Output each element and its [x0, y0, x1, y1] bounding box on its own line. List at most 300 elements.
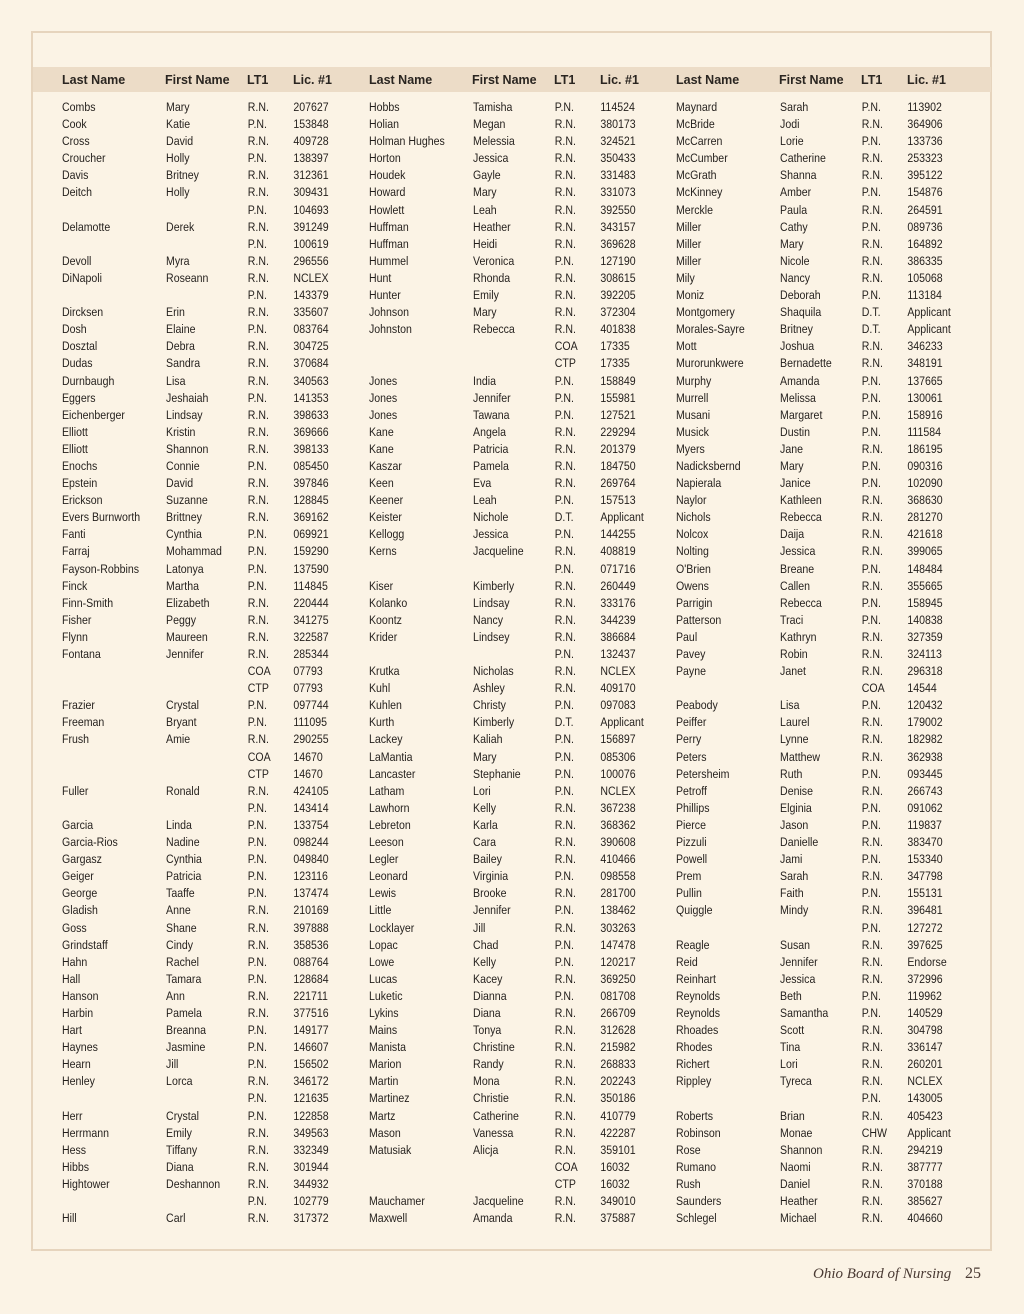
last-name-cell: Jones — [369, 390, 398, 405]
license-type-cell: R.N. — [247, 510, 269, 525]
last-name-cell: Hall — [62, 971, 81, 986]
license-type-cell: R.N. — [554, 117, 576, 132]
table-row — [676, 1005, 968, 1022]
table-row — [676, 680, 968, 697]
license-number-cell: 158849 — [600, 373, 636, 388]
license-number-cell: 341275 — [293, 612, 329, 627]
license-type-cell: R.N. — [247, 134, 269, 149]
license-number-cell: 405423 — [907, 1108, 943, 1123]
license-type-cell: R.N. — [554, 971, 576, 986]
license-number-cell: 369628 — [600, 236, 636, 251]
last-name-cell: Maynard — [676, 100, 718, 114]
last-name-cell: Perry — [676, 732, 702, 747]
table-row — [62, 714, 354, 731]
table-row — [369, 1108, 661, 1125]
table-row — [62, 116, 354, 133]
last-name-cell: McBride — [676, 117, 715, 132]
last-name-cell: Mott — [676, 339, 697, 354]
first-name-cell: Elizabeth — [166, 595, 210, 610]
last-name-cell: Moniz — [676, 288, 705, 303]
license-type-cell: P.N. — [247, 852, 267, 867]
table-row — [676, 902, 968, 919]
license-type-cell: R.N. — [554, 1125, 576, 1140]
first-name-cell: Tonya — [473, 1023, 502, 1038]
first-name-cell: Cathy — [780, 219, 808, 234]
last-name-cell: Huffman — [369, 219, 409, 234]
last-name-cell: Lucas — [369, 971, 398, 986]
license-type-cell: P.N. — [861, 698, 881, 713]
license-type-cell: R.N. — [247, 1211, 269, 1226]
license-type-cell: R.N. — [247, 903, 269, 918]
table-row — [369, 1039, 661, 1056]
first-name-cell: Crystal — [166, 698, 199, 713]
license-number-cell: 119962 — [907, 988, 942, 1003]
license-number-cell: 085450 — [293, 458, 329, 473]
first-name-cell: Ashley — [473, 681, 505, 696]
table-row — [62, 236, 354, 253]
license-type-cell: P.N. — [861, 1091, 881, 1106]
license-number-cell: 14670 — [293, 749, 323, 764]
first-name-cell: Jessica — [473, 527, 509, 542]
license-type-cell: CTP — [554, 356, 576, 371]
license-number-cell: 296556 — [293, 253, 329, 268]
last-name-cell: Garcia — [62, 817, 94, 832]
license-number-cell: 422287 — [600, 1125, 636, 1140]
license-number-cell: 156502 — [293, 1057, 329, 1072]
last-name-cell: Reynolds — [676, 1005, 721, 1020]
first-name-cell: Mary — [780, 458, 804, 473]
first-name-cell: Patricia — [166, 869, 202, 884]
license-type-cell: D.T. — [861, 322, 881, 337]
license-type-cell: P.N. — [247, 202, 267, 217]
last-name-cell: Jones — [369, 407, 398, 422]
license-type-cell: R.N. — [554, 817, 576, 832]
license-type-cell: COA — [554, 339, 578, 354]
license-number-cell: 07793 — [293, 681, 323, 696]
license-type-cell: P.N. — [861, 407, 881, 422]
license-number-cell: 253323 — [907, 151, 943, 166]
license-type-cell: CTP — [247, 766, 269, 781]
last-name-cell: Jones — [369, 373, 398, 388]
license-type-cell: P.N. — [247, 544, 267, 559]
license-type-cell: R.N. — [861, 647, 883, 661]
table-row — [369, 629, 661, 646]
table-row — [369, 612, 661, 629]
table-row — [369, 783, 661, 800]
license-number-cell: 143379 — [293, 288, 329, 303]
last-name-cell: Marion — [369, 1057, 402, 1072]
license-number-cell: 14544 — [907, 681, 937, 696]
first-name-cell: Christie — [473, 1091, 509, 1106]
last-name-cell: Davis — [62, 168, 89, 183]
first-name-cell: Kimberly — [473, 715, 515, 730]
last-name-cell: Garcia-Rios — [62, 835, 118, 850]
license-type-cell: P.N. — [247, 288, 267, 303]
license-number-cell: 304798 — [907, 1023, 943, 1038]
first-name-cell: Sarah — [780, 869, 809, 884]
license-type-cell: R.N. — [247, 937, 269, 952]
table-row — [62, 1073, 354, 1090]
license-number-cell: 144255 — [600, 527, 636, 542]
table-row — [62, 492, 354, 509]
license-type-cell: P.N. — [247, 236, 267, 251]
license-type-cell: P.N. — [861, 373, 881, 388]
last-name-cell: Owens — [676, 578, 709, 593]
first-name-cell: Lynne — [780, 732, 809, 747]
column-header-lic-1: Lic. #1 — [907, 73, 946, 87]
license-number-cell: 17335 — [600, 339, 630, 354]
license-number-cell: 111584 — [907, 424, 942, 439]
license-type-cell: R.N. — [861, 835, 883, 850]
table-row — [62, 99, 354, 116]
table-row — [369, 116, 661, 133]
first-name-cell: Naomi — [780, 1159, 811, 1174]
license-number-cell: 392550 — [600, 202, 636, 217]
table-row — [369, 1176, 661, 1193]
license-type-cell: P.N. — [861, 886, 881, 901]
license-number-cell: 296318 — [907, 664, 943, 679]
table-row — [62, 270, 354, 287]
last-name-cell: Mily — [676, 270, 695, 285]
license-column-group-2 — [369, 99, 661, 1227]
last-name-cell: Murphy — [676, 373, 712, 388]
license-type-cell: R.N. — [554, 288, 576, 303]
license-type-cell: P.N. — [554, 390, 574, 405]
license-number-cell: 147478 — [600, 937, 636, 952]
first-name-cell: Susan — [780, 937, 811, 952]
table-row — [62, 595, 354, 612]
license-number-cell: NCLEX — [600, 783, 636, 798]
first-name-cell: Jason — [780, 817, 809, 832]
last-name-cell: Finck — [62, 578, 88, 593]
license-type-cell: P.N. — [861, 852, 881, 867]
first-name-cell: Mary — [166, 100, 190, 114]
first-name-cell: Samantha — [780, 1005, 829, 1020]
license-type-cell: P.N. — [554, 954, 574, 969]
license-number-cell: 303263 — [600, 920, 636, 935]
publication-name: Ohio Board of Nursing — [813, 1266, 952, 1282]
last-name-cell: Johnston — [369, 322, 412, 337]
license-type-cell: P.N. — [554, 647, 574, 661]
last-name-cell: Kerns — [369, 544, 397, 559]
license-number-cell: 301944 — [293, 1159, 329, 1174]
last-name-cell: Kane — [369, 424, 394, 439]
last-name-cell: Robinson — [676, 1125, 721, 1140]
license-number-cell: 344932 — [293, 1176, 329, 1191]
last-name-cell: Miller — [676, 253, 702, 268]
last-name-cell: Fanti — [62, 527, 86, 542]
last-name-cell: Phillips — [676, 800, 710, 815]
first-name-cell: Bailey — [473, 852, 502, 867]
license-type-cell: R.N. — [554, 151, 576, 166]
last-name-cell: Lebreton — [369, 817, 411, 832]
last-name-cell: Lancaster — [369, 766, 416, 781]
license-number-cell: 111095 — [293, 715, 328, 730]
first-name-cell: India — [473, 373, 496, 388]
last-name-cell: Delamotte — [62, 219, 111, 234]
first-name-cell: Katie — [166, 117, 191, 132]
license-type-cell: D.T. — [554, 510, 574, 525]
last-name-cell: Murrell — [676, 390, 709, 405]
table-row — [369, 1090, 661, 1107]
license-type-cell: P.N. — [861, 288, 881, 303]
table-row — [676, 578, 968, 595]
license-type-cell: P.N. — [247, 869, 267, 884]
first-name-cell: Martha — [166, 578, 199, 593]
table-row — [676, 270, 968, 287]
column-header-lic-1: Lic. #1 — [293, 73, 332, 87]
first-name-cell: Kaliah — [473, 732, 503, 747]
license-number-cell: 140838 — [907, 612, 943, 627]
last-name-cell: Mason — [369, 1125, 401, 1140]
table-row — [676, 885, 968, 902]
license-type-cell: P.N. — [554, 373, 574, 388]
last-name-cell: Frazier — [62, 698, 95, 713]
first-name-cell: Breanna — [166, 1023, 207, 1038]
license-number-cell: 122858 — [293, 1108, 329, 1123]
last-name-cell: Nolcox — [676, 527, 709, 542]
license-number-cell: 113184 — [907, 288, 942, 303]
license-number-cell: 377516 — [293, 1005, 329, 1020]
license-number-cell: 410466 — [600, 852, 636, 867]
first-name-cell: Cynthia — [166, 852, 202, 867]
license-number-cell: 317372 — [293, 1211, 329, 1226]
table-row — [62, 766, 354, 783]
last-name-cell: Keister — [369, 510, 402, 525]
license-number-cell: 102090 — [907, 476, 943, 491]
license-type-cell: P.N. — [247, 527, 267, 542]
first-name-cell: Nicole — [780, 253, 810, 268]
first-name-cell: Jessica — [780, 544, 816, 559]
license-number-cell: 397888 — [293, 920, 329, 935]
license-number-cell: 156897 — [600, 732, 636, 747]
license-type-cell: R.N. — [247, 219, 269, 234]
table-row — [62, 202, 354, 219]
license-type-cell: R.N. — [554, 1005, 576, 1020]
first-name-cell: Lori — [473, 783, 491, 798]
table-row — [676, 920, 968, 937]
license-number-cell: 260449 — [600, 578, 636, 593]
table-row — [62, 1142, 354, 1159]
last-name-cell: Henley — [62, 1074, 95, 1089]
table-row — [62, 612, 354, 629]
license-number-cell: 404660 — [907, 1211, 943, 1226]
first-name-cell: Karla — [473, 817, 498, 832]
license-number-cell: Applicant — [907, 1125, 951, 1140]
license-number-cell: 421618 — [907, 527, 943, 542]
last-name-cell: Flynn — [62, 629, 88, 644]
page-number: 25 — [965, 1265, 981, 1282]
license-type-cell: R.N. — [247, 1005, 269, 1020]
first-name-cell: Peggy — [166, 612, 197, 627]
table-row — [676, 287, 968, 304]
first-name-cell: Vanessa — [473, 1125, 514, 1140]
last-name-cell: Johnson — [369, 305, 409, 320]
table-row — [369, 338, 661, 355]
license-number-cell: 349563 — [293, 1125, 329, 1140]
table-row — [369, 663, 661, 680]
last-name-cell: Cook — [62, 117, 87, 132]
license-type-cell: P.N. — [861, 817, 881, 832]
first-name-cell: Jeshaiah — [166, 390, 209, 405]
last-name-cell: Leonard — [369, 869, 408, 884]
first-name-cell: Lindsay — [473, 595, 510, 610]
license-number-cell: 133754 — [293, 817, 329, 832]
last-name-cell: Fuller — [62, 783, 89, 798]
license-number-cell: 347798 — [907, 869, 943, 884]
license-number-cell: Endorse — [907, 954, 947, 969]
last-name-cell: Murorunkwere — [676, 356, 744, 371]
last-name-cell: Elliott — [62, 441, 88, 456]
table-row — [676, 663, 968, 680]
first-name-cell: Mary — [473, 749, 497, 764]
first-name-cell: Jennifer — [780, 954, 818, 969]
first-name-cell: Jane — [780, 441, 803, 456]
license-number-cell: 346172 — [293, 1074, 329, 1089]
table-row — [676, 167, 968, 184]
license-number-cell: 285344 — [293, 647, 329, 661]
last-name-cell: Hightower — [62, 1176, 110, 1191]
first-name-cell: Alicja — [473, 1142, 499, 1157]
license-number-cell: 138462 — [600, 903, 636, 918]
license-number-cell: 410779 — [600, 1108, 636, 1123]
license-type-cell: CTP — [554, 1176, 576, 1191]
table-row — [676, 543, 968, 560]
license-type-cell: COA — [861, 681, 885, 696]
license-number-cell: 128684 — [293, 971, 329, 986]
table-row — [676, 731, 968, 748]
license-type-cell: R.N. — [861, 441, 883, 456]
table-row — [369, 304, 661, 321]
table-row — [62, 1176, 354, 1193]
table-row — [369, 526, 661, 543]
table-row — [676, 561, 968, 578]
license-number-cell: 158945 — [907, 595, 943, 610]
table-row — [369, 1142, 661, 1159]
last-name-cell: Napierala — [676, 476, 722, 491]
license-type-cell: R.N. — [554, 322, 576, 337]
table-row — [369, 885, 661, 902]
table-row — [369, 937, 661, 954]
last-name-cell: Hart — [62, 1023, 82, 1038]
last-name-cell: Cross — [62, 134, 90, 149]
first-name-cell: Kelly — [473, 800, 496, 815]
last-name-cell: Enochs — [62, 458, 98, 473]
license-number-cell: 104693 — [293, 202, 329, 217]
license-type-cell: R.N. — [247, 647, 269, 661]
license-type-cell: R.N. — [554, 305, 576, 320]
table-row — [676, 937, 968, 954]
first-name-cell: Lorca — [166, 1074, 193, 1089]
table-row — [369, 355, 661, 372]
license-type-cell: R.N. — [247, 1125, 269, 1140]
table-row — [676, 629, 968, 646]
first-name-cell: Randy — [473, 1057, 504, 1072]
first-name-cell: Melissa — [780, 390, 816, 405]
license-type-cell: P.N. — [554, 783, 574, 798]
last-name-cell: Rush — [676, 1176, 701, 1191]
first-name-cell: Tawana — [473, 407, 510, 422]
table-row — [369, 543, 661, 560]
table-row — [62, 1210, 354, 1227]
first-name-cell: Deborah — [780, 288, 821, 303]
column-header-last-name: Last Name — [62, 73, 126, 87]
table-row — [676, 321, 968, 338]
last-name-cell: Myers — [676, 441, 705, 456]
column-header-first-name: First Name — [165, 73, 230, 87]
license-number-cell: 343157 — [600, 219, 636, 234]
first-name-cell: David — [166, 476, 194, 491]
last-name-cell: Reid — [676, 954, 698, 969]
license-type-cell: R.N. — [247, 732, 269, 747]
license-number-cell: 132437 — [600, 647, 636, 661]
license-number-cell: 332349 — [293, 1142, 329, 1157]
last-name-cell: Hummel — [369, 253, 409, 268]
license-number-cell: 336147 — [907, 1040, 943, 1055]
table-row — [676, 646, 968, 663]
table-row — [369, 954, 661, 971]
first-name-cell: Angela — [473, 424, 506, 439]
first-name-cell: Leah — [473, 493, 497, 508]
table-row — [676, 1125, 968, 1142]
table-row — [369, 253, 661, 270]
license-number-cell: 081708 — [600, 988, 636, 1003]
last-name-cell: Harbin — [62, 1005, 94, 1020]
last-name-cell: George — [62, 886, 98, 901]
last-name-cell: Herrmann — [62, 1125, 110, 1140]
last-name-cell: O'Brien — [676, 561, 711, 576]
license-number-cell: 127521 — [600, 407, 636, 422]
first-name-cell: Shannon — [166, 441, 209, 456]
table-row — [676, 1073, 968, 1090]
first-name-cell: Christine — [473, 1040, 515, 1055]
license-type-cell: P.N. — [554, 766, 574, 781]
license-type-cell: R.N. — [861, 1108, 883, 1123]
last-name-cell: Dircksen — [62, 305, 104, 320]
first-name-cell: Catherine — [473, 1108, 519, 1123]
first-name-cell: Faith — [780, 886, 804, 901]
table-row — [62, 1108, 354, 1125]
license-type-cell: R.N. — [554, 1194, 576, 1208]
license-type-cell: R.N. — [861, 1211, 883, 1226]
license-number-cell: 397625 — [907, 937, 943, 952]
license-type-cell: R.N. — [861, 1040, 883, 1055]
table-row — [369, 1073, 661, 1090]
last-name-cell: Morales-Sayre — [676, 322, 745, 337]
first-name-cell: Holly — [166, 151, 190, 166]
first-name-cell: Pamela — [166, 1005, 202, 1020]
license-number-cell: 137665 — [907, 373, 943, 388]
table-row — [62, 321, 354, 338]
license-number-cell: 137590 — [293, 561, 329, 576]
column-header-lt1: LT1 — [247, 73, 269, 87]
table-row — [62, 543, 354, 560]
first-name-cell: Denise — [780, 783, 813, 798]
license-type-cell: D.T. — [861, 305, 881, 320]
last-name-cell: Keen — [369, 476, 394, 491]
license-number-cell: 312361 — [293, 168, 329, 183]
first-name-cell: Mary — [780, 236, 804, 251]
license-number-cell: 143414 — [293, 800, 329, 815]
license-number-cell: 294219 — [907, 1142, 943, 1157]
license-number-cell: 16032 — [600, 1176, 630, 1191]
first-name-cell: Rebecca — [780, 510, 822, 525]
license-type-cell: R.N. — [247, 441, 269, 456]
table-row — [676, 1108, 968, 1125]
first-name-cell: Paula — [780, 202, 808, 217]
license-type-cell: R.N. — [554, 1040, 576, 1055]
license-number-cell: 121635 — [293, 1091, 329, 1106]
